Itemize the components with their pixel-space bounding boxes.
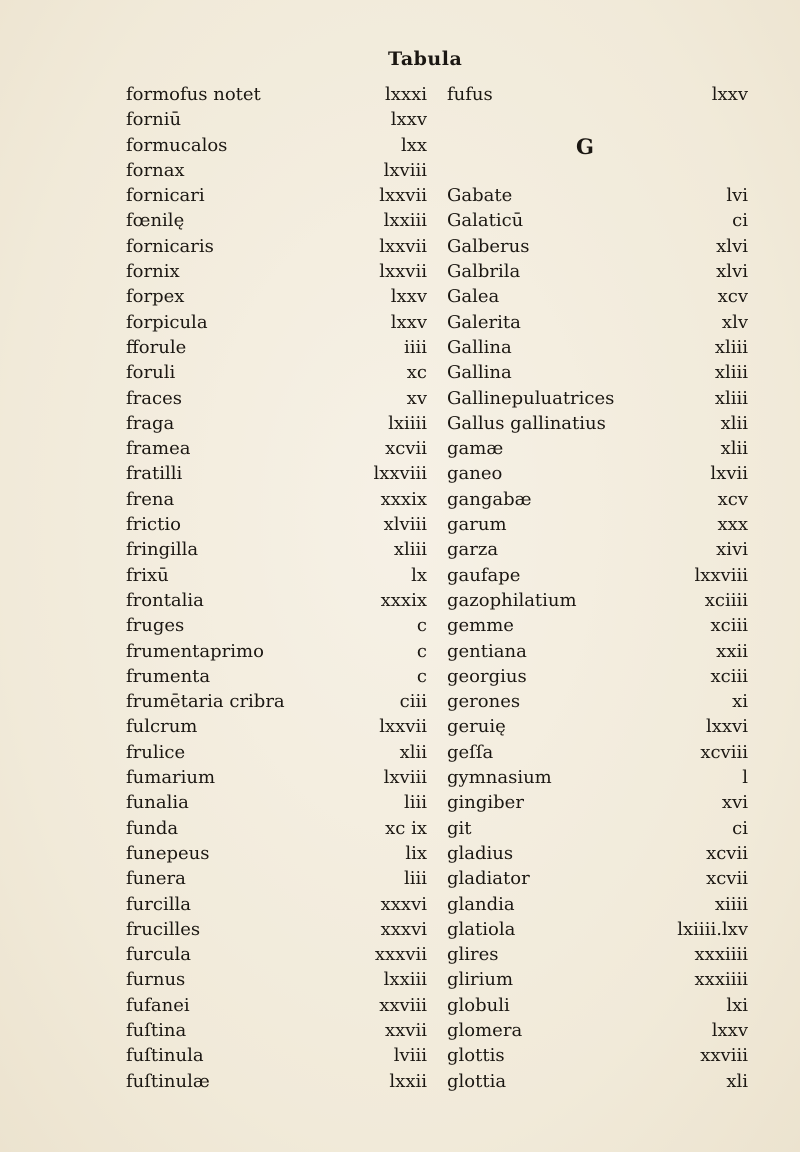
index-row bbox=[0, 740, 800, 765]
right-term: Galerita bbox=[447, 311, 521, 333]
right-term: gingiber bbox=[447, 792, 524, 814]
right-reference: lxxv bbox=[711, 1019, 748, 1041]
left-reference: lxxv bbox=[390, 286, 427, 308]
left-term: fumarium bbox=[126, 767, 216, 789]
index-row bbox=[0, 588, 800, 613]
right-term: gladius bbox=[447, 842, 514, 864]
left-reference: xlviii bbox=[383, 514, 427, 536]
right-term: garum bbox=[447, 514, 507, 536]
left-reference: lviii bbox=[393, 1045, 427, 1067]
right-reference: xvi bbox=[721, 792, 748, 814]
index-row bbox=[0, 639, 800, 664]
left-reference: liii bbox=[403, 792, 427, 814]
left-reference: xv bbox=[406, 387, 427, 409]
right-term: Galaticū bbox=[447, 210, 524, 232]
right-reference: xxviii bbox=[700, 1045, 748, 1067]
right-reference: xciiii bbox=[704, 589, 748, 611]
right-reference: xlvi bbox=[716, 261, 748, 283]
left-term: frucilles bbox=[126, 918, 201, 940]
left-reference: lxxii bbox=[389, 1070, 427, 1092]
left-term: framea bbox=[126, 438, 191, 460]
index-row bbox=[0, 993, 800, 1018]
right-term: git bbox=[447, 817, 472, 839]
right-reference: xliii bbox=[714, 362, 748, 384]
right-reference: xcviii bbox=[700, 741, 748, 763]
left-reference: xcvii bbox=[385, 438, 427, 460]
right-reference: xcv bbox=[717, 286, 748, 308]
right-term: geruię bbox=[447, 716, 506, 738]
index-row bbox=[0, 613, 800, 638]
left-reference: c bbox=[416, 665, 427, 687]
right-reference: xli bbox=[726, 1070, 748, 1092]
right-reference: xlii bbox=[720, 438, 748, 460]
left-reference: xc ix bbox=[385, 817, 427, 839]
right-reference: ci bbox=[732, 210, 748, 232]
left-term: fraga bbox=[126, 412, 175, 434]
index-row bbox=[0, 487, 800, 512]
left-reference: lxxvii bbox=[379, 235, 427, 257]
left-reference: lxxiii bbox=[383, 969, 427, 991]
left-term: fulcrum bbox=[126, 716, 198, 738]
left-reference: xxvii bbox=[385, 1019, 427, 1041]
left-term: funepeus bbox=[126, 842, 210, 864]
left-term: foruli bbox=[126, 362, 176, 384]
left-term: formucalos bbox=[126, 134, 228, 156]
right-reference: lxxviii bbox=[694, 564, 748, 586]
left-reference: xc bbox=[406, 362, 427, 384]
left-term: frulice bbox=[126, 741, 186, 763]
left-term: forpex bbox=[126, 286, 185, 308]
right-term: gladiator bbox=[447, 868, 530, 890]
left-reference: lxxv bbox=[390, 311, 427, 333]
right-term: Galbrila bbox=[447, 261, 521, 283]
left-reference: xliii bbox=[393, 539, 427, 561]
left-term: frixū bbox=[126, 564, 169, 586]
left-term: funera bbox=[126, 868, 186, 890]
index-row bbox=[0, 1018, 800, 1043]
right-term: Gallina bbox=[447, 336, 512, 358]
index-row bbox=[0, 386, 800, 411]
left-term: fruges bbox=[126, 615, 185, 637]
right-term: Gallina bbox=[447, 362, 512, 384]
index-row bbox=[0, 1043, 800, 1068]
left-reference: xxxvii bbox=[374, 944, 427, 966]
right-reference: xcvii bbox=[706, 842, 748, 864]
right-reference: xxx bbox=[717, 514, 748, 536]
right-term: globuli bbox=[447, 994, 510, 1016]
left-reference: c bbox=[416, 615, 427, 637]
left-reference: lxxvii bbox=[379, 185, 427, 207]
right-reference: xlvi bbox=[716, 235, 748, 257]
right-reference: xciii bbox=[710, 615, 748, 637]
left-term: frena bbox=[126, 488, 175, 510]
right-term: glires bbox=[447, 944, 499, 966]
left-term: furcula bbox=[126, 944, 192, 966]
index-row bbox=[0, 133, 800, 158]
right-term: glandia bbox=[447, 893, 515, 915]
index-row bbox=[0, 360, 800, 385]
index-row bbox=[0, 1069, 800, 1094]
left-term: fornicari bbox=[126, 185, 205, 207]
index-row bbox=[0, 107, 800, 132]
right-term: glatiola bbox=[447, 918, 516, 940]
left-reference: lxxv bbox=[390, 109, 427, 131]
index-row bbox=[0, 411, 800, 436]
left-reference: lix bbox=[405, 842, 427, 864]
index-row bbox=[0, 158, 800, 183]
left-reference: xxxix bbox=[380, 488, 427, 510]
left-reference: liii bbox=[403, 868, 427, 890]
section-letter: G bbox=[576, 134, 594, 159]
left-term: fornicaris bbox=[126, 235, 214, 257]
right-reference: lxi bbox=[726, 994, 748, 1016]
right-reference: xivi bbox=[716, 539, 748, 561]
right-term: ganeo bbox=[447, 463, 503, 485]
right-reference: lxvii bbox=[710, 463, 748, 485]
left-term: fraces bbox=[126, 387, 182, 409]
left-reference: c bbox=[416, 640, 427, 662]
right-reference: xliii bbox=[714, 387, 748, 409]
right-reference: ci bbox=[732, 817, 748, 839]
left-reference: lxviii bbox=[383, 767, 427, 789]
right-reference: lxiiii.lxv bbox=[677, 918, 748, 940]
right-term: gazophilatium bbox=[447, 589, 577, 611]
left-reference: lxxxi bbox=[385, 84, 427, 105]
right-term: Galberus bbox=[447, 235, 530, 257]
left-term: frumētaria cribra bbox=[126, 691, 285, 713]
index-table bbox=[0, 82, 800, 1094]
right-term: Gallinepuluatrices bbox=[447, 387, 615, 409]
left-term: fforule bbox=[126, 336, 187, 358]
right-reference: lxxv bbox=[711, 84, 748, 105]
right-reference: xcv bbox=[717, 488, 748, 510]
index-row bbox=[0, 512, 800, 537]
right-term: glomera bbox=[447, 1019, 523, 1041]
right-term: gymnasium bbox=[447, 767, 552, 789]
left-term: fornix bbox=[126, 261, 180, 283]
left-term: fornax bbox=[126, 159, 185, 181]
left-term: forpicula bbox=[126, 311, 208, 333]
right-reference: lvi bbox=[726, 185, 748, 207]
index-row bbox=[0, 82, 800, 107]
index-row bbox=[0, 866, 800, 891]
right-term: gaufape bbox=[447, 564, 521, 586]
left-term: fuſtina bbox=[126, 1019, 187, 1041]
right-term: Gabate bbox=[447, 185, 513, 207]
index-row bbox=[0, 563, 800, 588]
right-reference: xxxiiii bbox=[694, 944, 748, 966]
left-reference: xlii bbox=[399, 741, 427, 763]
left-reference: xxxix bbox=[380, 589, 427, 611]
right-term: fufus bbox=[447, 84, 493, 105]
right-term: Gallus gallinatius bbox=[447, 412, 606, 434]
index-row bbox=[0, 284, 800, 309]
index-row bbox=[0, 537, 800, 562]
left-reference: lxxviii bbox=[373, 463, 427, 485]
index-row bbox=[0, 259, 800, 284]
right-reference: l bbox=[742, 767, 748, 789]
index-row bbox=[0, 208, 800, 233]
right-term: gerones bbox=[447, 691, 521, 713]
left-reference: lxxiii bbox=[383, 210, 427, 232]
left-term: fufanei bbox=[126, 994, 190, 1016]
right-reference: xiiii bbox=[714, 893, 748, 915]
left-term: frumenta bbox=[126, 665, 211, 687]
left-reference: ciii bbox=[399, 691, 427, 713]
index-row bbox=[0, 942, 800, 967]
index-row bbox=[0, 790, 800, 815]
index-row bbox=[0, 310, 800, 335]
index-row bbox=[0, 967, 800, 992]
right-reference: xlv bbox=[721, 311, 748, 333]
index-row bbox=[0, 234, 800, 259]
right-term: glottia bbox=[447, 1070, 507, 1092]
left-term: frontalia bbox=[126, 589, 204, 611]
right-term: garza bbox=[447, 539, 499, 561]
left-term: funda bbox=[126, 817, 179, 839]
left-term: furnus bbox=[126, 969, 186, 991]
index-row bbox=[0, 917, 800, 942]
right-reference: xlii bbox=[720, 412, 748, 434]
right-reference: xcvii bbox=[706, 868, 748, 890]
left-term: fratilli bbox=[126, 463, 183, 485]
index-row bbox=[0, 714, 800, 739]
left-term: formofus notet bbox=[126, 84, 261, 105]
index-row bbox=[0, 335, 800, 360]
left-reference: lx bbox=[411, 564, 427, 586]
left-term: fuſtinula bbox=[126, 1045, 204, 1067]
right-reference: xciii bbox=[710, 665, 748, 687]
right-term: glottis bbox=[447, 1045, 505, 1067]
right-term: gemme bbox=[447, 615, 514, 637]
left-term: forniū bbox=[126, 109, 182, 131]
left-term: frictio bbox=[126, 514, 181, 536]
left-reference: lxiiii bbox=[388, 412, 427, 434]
left-reference: xxxvi bbox=[380, 893, 427, 915]
left-term: fuſtinulæ bbox=[126, 1070, 210, 1092]
left-term: furcilla bbox=[126, 893, 191, 915]
left-term: frumentaprimo bbox=[126, 640, 264, 662]
left-term: fœnilę bbox=[126, 210, 185, 232]
left-reference: xxviii bbox=[379, 994, 427, 1016]
left-reference: lxxvii bbox=[379, 261, 427, 283]
right-reference: xliii bbox=[714, 336, 748, 358]
left-reference: lxx bbox=[400, 134, 427, 156]
right-term: Galea bbox=[447, 286, 500, 308]
right-reference: xxxiiii bbox=[694, 969, 748, 991]
index-row bbox=[0, 461, 800, 486]
index-row bbox=[0, 664, 800, 689]
page-title: Tabula bbox=[388, 48, 463, 70]
left-reference: lxviii bbox=[383, 159, 427, 181]
right-term: gangabæ bbox=[447, 488, 532, 510]
index-row bbox=[0, 841, 800, 866]
index-row bbox=[0, 436, 800, 461]
left-reference: iiii bbox=[403, 336, 427, 358]
left-term: funalia bbox=[126, 792, 189, 814]
left-reference: xxxvi bbox=[380, 918, 427, 940]
right-reference: xi bbox=[732, 691, 748, 713]
right-term: glirium bbox=[447, 969, 514, 991]
right-term: geſſa bbox=[447, 741, 494, 763]
index-row bbox=[0, 816, 800, 841]
index-row bbox=[0, 689, 800, 714]
right-term: georgius bbox=[447, 665, 527, 687]
left-reference: lxxvii bbox=[379, 716, 427, 738]
index-row bbox=[0, 765, 800, 790]
right-reference: lxxvi bbox=[706, 716, 748, 738]
left-term: fringilla bbox=[126, 539, 199, 561]
index-row bbox=[0, 183, 800, 208]
right-term: gamæ bbox=[447, 438, 504, 460]
index-row bbox=[0, 892, 800, 917]
right-term: gentiana bbox=[447, 640, 527, 662]
right-reference: xxii bbox=[716, 640, 748, 662]
